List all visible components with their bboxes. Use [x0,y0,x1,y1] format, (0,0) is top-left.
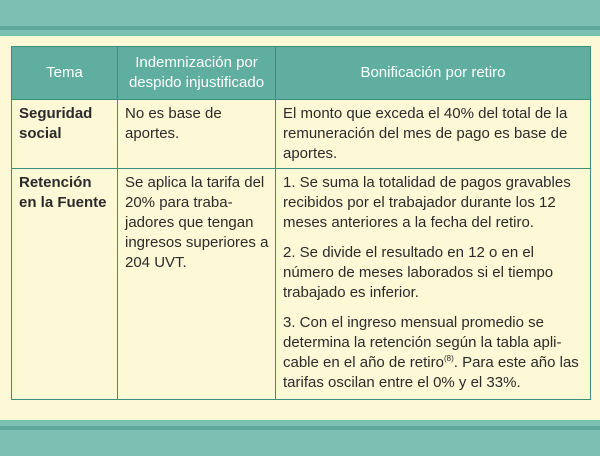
list-item: 1. Se suma la totalidad de pagos gravables recibidos por el trabajador durante los 12 meses anteriores a la fecha del retiro. [283,174,571,231]
table-row [12,169,591,400]
list-item: 2. Se divide el resultado en 12 o en el número de meses laborados si el tiempo trabajado es inferior. [283,244,554,301]
footnote-ref: (8) [443,354,454,363]
row-bonificacion: El monto que exceda el 40% del total de la remuneración del mes de pago es base de aportes. [276,100,591,169]
table-header-row [12,47,591,100]
header-indemnizacion: Indemnización por despido injustificado [118,47,276,100]
header-bonificacion: Bonificación por retiro [276,47,591,100]
header-tema: Tema [12,47,118,100]
top-decorative-band [0,0,600,36]
list-item [283,313,584,393]
row-tema: Seguridad social [12,100,118,169]
row-indemnizacion: No es base de aportes. [118,100,276,169]
row-indemnizacion: Se aplica la tarifa del 20% para trabajadores que tengan ingresos superiores a 204 UVT. [118,169,276,400]
table-row [12,100,591,169]
row-bonificacion [276,169,591,400]
bottom-decorative-band [0,420,600,456]
row-tema: Retención en la Fuente [12,169,118,400]
list-item-text-end: . Para este año las tarifas oscilan entre el 0% y el 33%. [283,354,579,391]
comparison-table [11,46,591,400]
list-item-text: 3. Con el ingreso mensual promedio se determina la retención según la tabla aplicable en el año de retiro [283,314,562,371]
